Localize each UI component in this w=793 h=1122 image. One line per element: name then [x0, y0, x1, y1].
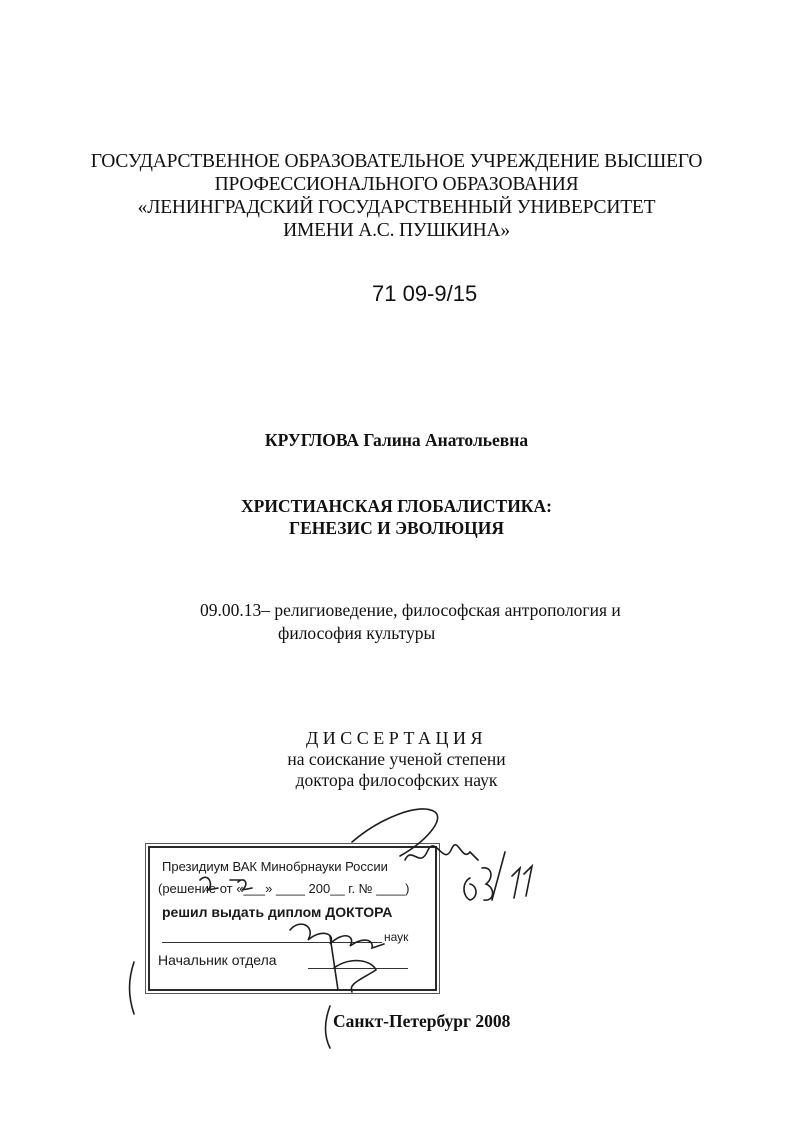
stamp-line-3: решил выдать диплом ДОКТОРА [162, 904, 393, 920]
dissertation-word: ДИССЕРТАЦИЯ [305, 728, 488, 748]
vak-stamp [148, 846, 437, 991]
dissertation-type [0, 728, 793, 791]
number-11 [512, 866, 532, 898]
stamp-line-2: (решение от «___» ____ 200__ г. № ____) [158, 881, 410, 896]
institution-line-3: «ЛЕНИНГРАДСКИЙ ГОСУДАРСТВЕННЫЙ УНИВЕРСИТЕТ [137, 197, 656, 218]
institution-line-2: ПРОФЕССИОНАЛЬНОГО ОБРАЗОВАНИЯ [214, 174, 579, 195]
institution-header [0, 150, 793, 242]
specialty [200, 599, 621, 645]
specialty-line-2: философия культуры [278, 623, 436, 643]
number-63 [464, 868, 493, 900]
stamp-blank-line [162, 942, 382, 943]
degree-line-2: доктора философских наук [295, 770, 498, 790]
title-line-2: ГЕНЕЗИС И ЭВОЛЮЦИЯ [288, 518, 505, 538]
slash-mark [492, 852, 505, 900]
institution-line-1: ГОСУДАРСТВЕННОЕ ОБРАЗОВАТЕЛЬНОЕ УЧРЕЖДЕНИЕ ВЫСШЕГО [90, 151, 703, 172]
registration-code: 71 09-9/15 [372, 281, 478, 306]
stamp-signature-line [308, 968, 408, 969]
dissertation-title [0, 495, 793, 539]
stamp-line-5: Начальник отдела [158, 952, 277, 968]
stamp-line-1: Президиум ВАК Минобрнауки России [162, 859, 388, 874]
title-line-1: ХРИСТИАНСКАЯ ГЛОБАЛИСТИКА: [241, 496, 552, 516]
specialty-line-1: 09.00.13– религиоведение, философская антропология и [200, 600, 621, 620]
institution-line-4: ИМЕНИ А.С. ПУШКИНА» [283, 220, 510, 241]
bottom-margin-mark [326, 1006, 331, 1048]
author-name: КРУГЛОВА Галина Анатольевна [264, 430, 529, 450]
left-margin-mark [130, 962, 135, 1014]
degree-line-1: на соискание ученой степени [287, 749, 506, 769]
city-year: Санкт-Петербург 2008 [333, 1011, 511, 1031]
stamp-line-4: наук [384, 930, 409, 944]
